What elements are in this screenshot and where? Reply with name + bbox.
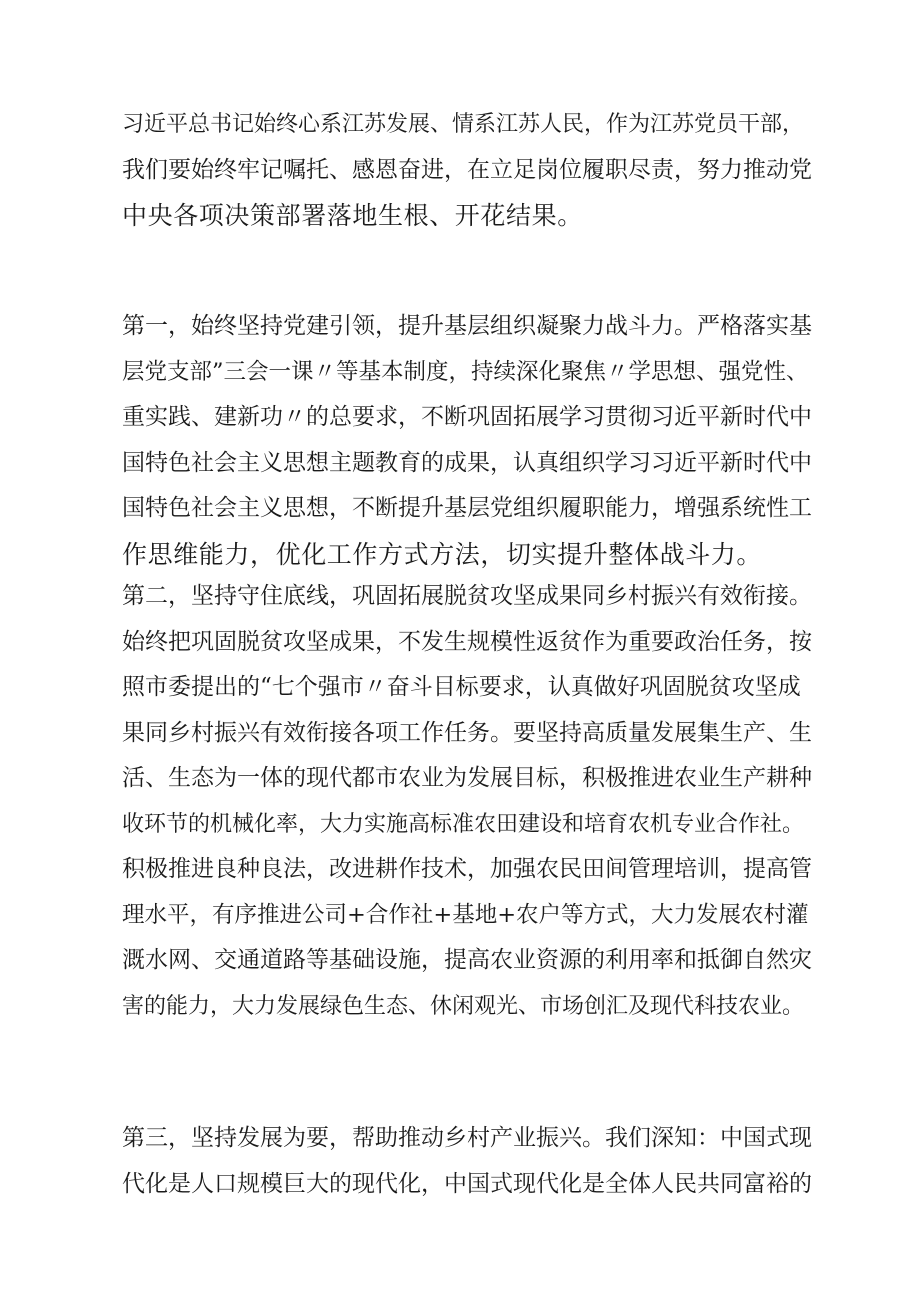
text-line: 代化是人口规模巨大的现代化，中国式现代化是全体人民共同富裕的 xyxy=(122,1170,812,1197)
text-line: 第二，坚持守住底线，巩固拓展脱贫攻坚成果同乡村振兴有效衔接。 xyxy=(122,583,812,609)
paragraph-intro xyxy=(122,102,812,239)
paragraph-second-point xyxy=(122,574,812,1029)
paragraph-first-point xyxy=(122,304,812,577)
text-line: 重实践、建新功〃的总要求，不断巩固拓展学习贯彻习近平新时代中 xyxy=(122,404,812,430)
text-line: 溉水网、交通道路等基础设施，提高农业资源的利用率和抵御自然灾 xyxy=(122,947,812,973)
text-line: 害的能力，大力发展绿色生态、休闲观光、市场创汇及现代科技农业。 xyxy=(122,993,805,1019)
text-line: 收环节的机械化率，大力实施高标准农田建设和培育农机专业合作社。 xyxy=(122,811,805,837)
text-line: 作思维能力，优化工作方式方法，切实提升整体战斗力。 xyxy=(122,539,763,569)
text-line: 积极推进良种良法，改进耕作技术，加强农民田间管理培训，提高管 xyxy=(122,856,812,882)
text-line: 层党支部”三会一课〃等基本制度，持续深化聚焦〃学思想、强党性、 xyxy=(122,358,809,385)
text-line: 中央各项决策部署落地生根、开花结果。 xyxy=(122,201,583,230)
text-line: 国特色社会主义思想，不断提升基层党组织履职能力，增强系统性工 xyxy=(122,495,812,521)
text-line: 照市委提出的“七个强市〃奋斗目标要求，认真做好巩固脱贫攻坚成 xyxy=(122,674,801,700)
text-line: 活、生态为一体的现代都市农业为发展目标，积极推进农业生产耕种 xyxy=(122,765,812,791)
text-line: 始终把巩固脱贫攻坚成果，不发生规模性返贫作为重要政治任务，按 xyxy=(122,628,812,655)
text-line: 果同乡村振兴有效衔接各项工作任务。要坚持高质量发展集生产、生 xyxy=(122,719,812,746)
text-line: 国特色社会主义思想主题教育的成果，认真组织学习习近平新时代中 xyxy=(122,449,812,476)
text-line: 第一，始终坚持党建引领，提升基层组织凝聚力战斗力。严格落实基 xyxy=(122,313,812,339)
text-line: 理水平，有序推进公司+合作社+基地+农户等方式，大力发展农村灌 xyxy=(122,901,809,928)
paragraph-third-point xyxy=(122,1116,812,1207)
text-line: 习近平总书记始终心系江苏发展、情系江苏人民，作为江苏党员干部， xyxy=(122,112,805,137)
text-line: 第三，坚持发展为要，帮助推动乡村产业振兴。我们深知：中国式现 xyxy=(122,1125,812,1151)
text-line: 我们要始终牢记嘱托、感恩奋进，在立足岗位履职尽责，努力推动党 xyxy=(122,156,812,183)
